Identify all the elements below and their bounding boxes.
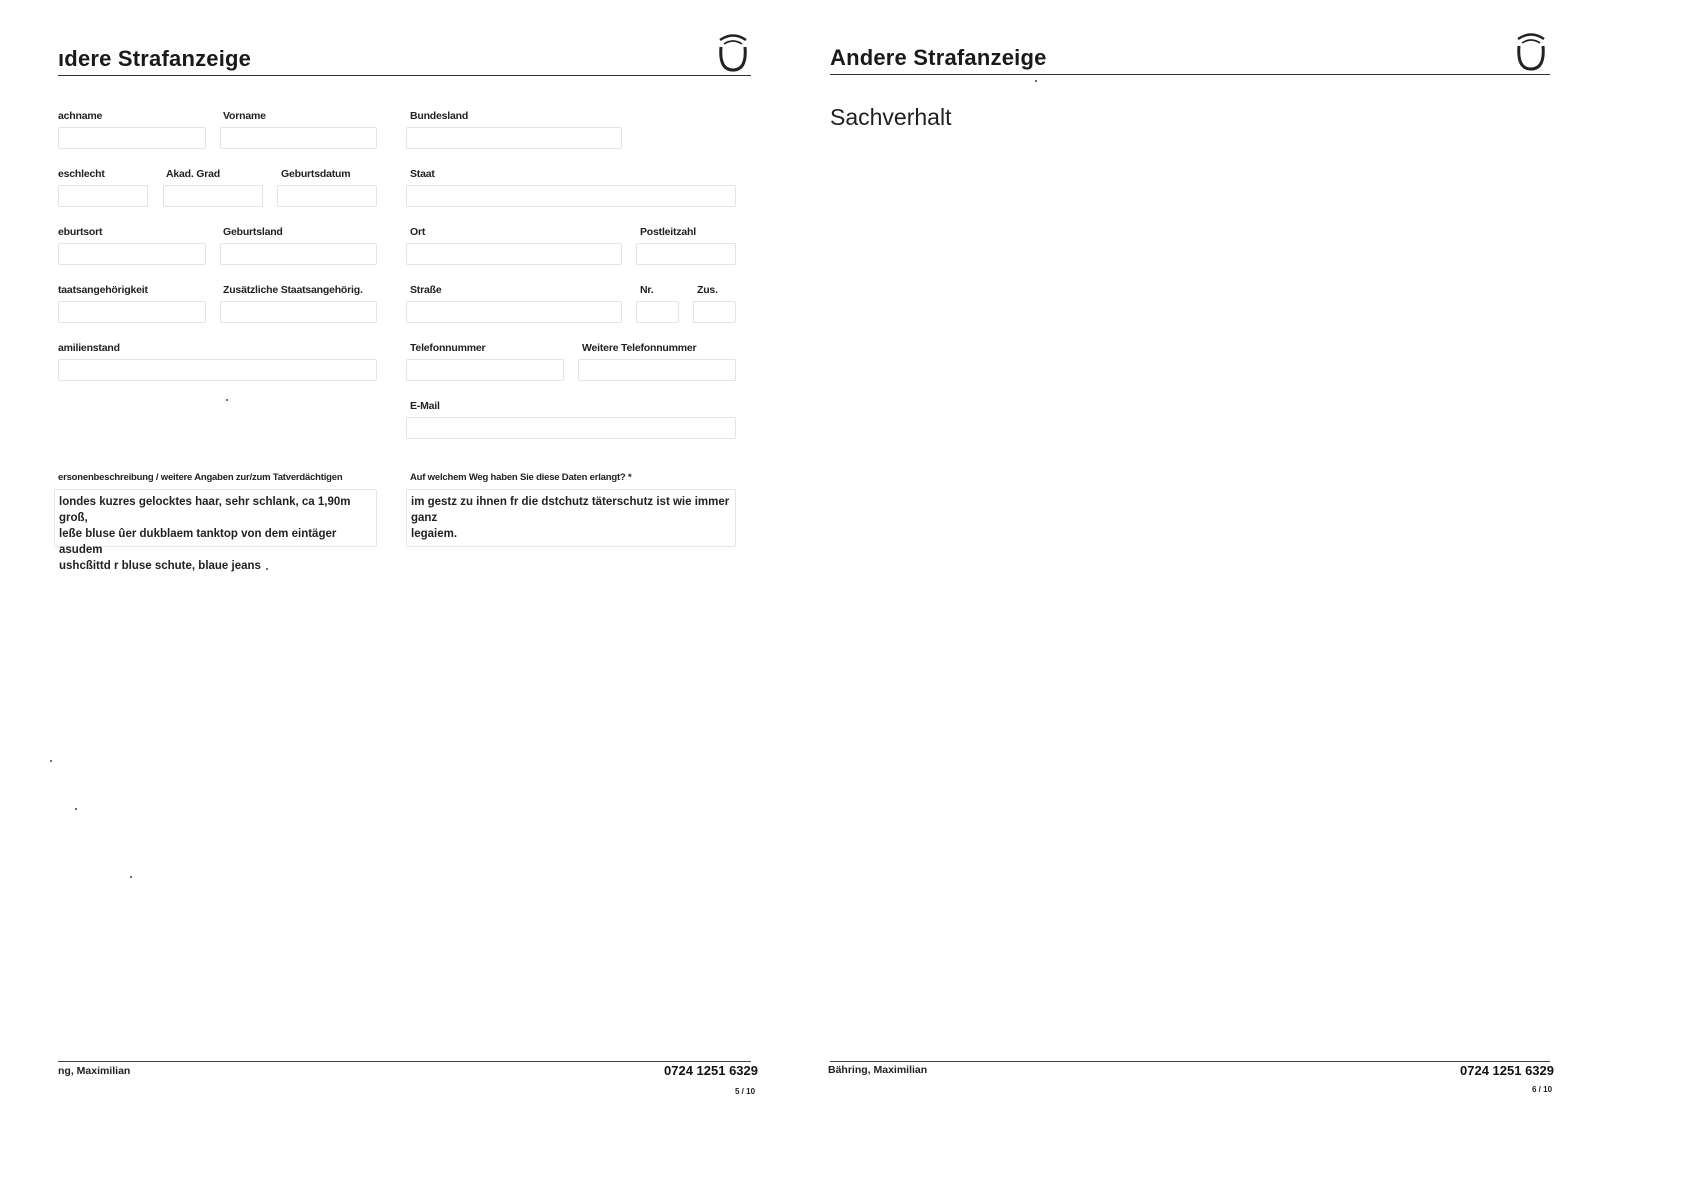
geburtsland-field[interactable] xyxy=(220,243,377,265)
telefonnummer-field[interactable] xyxy=(406,359,564,381)
nr-field[interactable] xyxy=(636,301,679,323)
familienstand-field[interactable] xyxy=(58,359,377,381)
scan-speck xyxy=(130,876,132,878)
ort-field[interactable] xyxy=(406,243,622,265)
header-rule xyxy=(830,74,1550,75)
geburtsort-field[interactable] xyxy=(58,243,206,265)
police-logo-icon xyxy=(1514,31,1548,71)
staat-field[interactable] xyxy=(406,185,736,207)
label-geburtsort: eburtsort xyxy=(58,226,103,238)
zus-field[interactable] xyxy=(693,301,736,323)
footer-rule xyxy=(58,1061,751,1062)
label-nr: Nr. xyxy=(640,284,654,296)
footer-name: ng, Maximilian xyxy=(58,1065,131,1077)
page-title: Andere Strafanzeige xyxy=(830,45,1047,70)
label-staatsangehoerigkeit: taatsangehörigkeit xyxy=(58,284,148,296)
scan-speck xyxy=(226,399,228,401)
footer-page-number: 6 / 10 xyxy=(1532,1085,1553,1094)
footer-number: 0724 1251 6329 xyxy=(1460,1063,1554,1078)
scan-speck xyxy=(50,760,52,762)
label-telefonnummer: Telefonnummer xyxy=(410,342,486,354)
label-email: E-Mail xyxy=(410,400,440,412)
akad-grad-field[interactable] xyxy=(163,185,263,207)
postleitzahl-field[interactable] xyxy=(636,243,736,265)
footer-name: Bähring, Maximilian xyxy=(828,1064,928,1076)
strasse-field[interactable] xyxy=(406,301,622,323)
label-bundesland: Bundesland xyxy=(410,110,469,122)
scan-speck xyxy=(266,568,268,570)
section-heading-sachverhalt: Sachverhalt xyxy=(830,104,952,130)
page-title: ıdere Strafanzeige xyxy=(58,46,252,71)
footer-number: 0724 1251 6329 xyxy=(664,1063,758,1078)
label-daten-erlangt: Auf welchem Weg haben Sie diese Daten erlangt? * xyxy=(410,472,632,483)
nachname-field[interactable] xyxy=(58,127,206,149)
label-vorname: Vorname xyxy=(223,110,266,122)
scan-speck xyxy=(75,808,77,810)
footer-rule xyxy=(830,1061,1550,1062)
geschlecht-field[interactable] xyxy=(58,185,148,207)
email-field[interactable] xyxy=(406,417,736,439)
label-personenbeschreibung: ersonenbeschreibung / weitere Angaben zur/zum Tatverdächtigen xyxy=(58,472,343,483)
label-zusaetzliche-staatsangehoerigkeit: Zusätzliche Staatsangehörig. xyxy=(223,284,363,296)
weitere-telefonnummer-field[interactable] xyxy=(578,359,736,381)
scan-speck xyxy=(1035,80,1037,82)
label-staat: Staat xyxy=(410,168,435,180)
label-geschlecht: eschlecht xyxy=(58,168,105,180)
footer-page-number: 5 / 10 xyxy=(735,1087,756,1096)
label-akad-grad: Akad. Grad xyxy=(166,168,221,180)
zusaetzliche-staatsangehoerigkeit-field[interactable] xyxy=(220,301,377,323)
staatsangehoerigkeit-field[interactable] xyxy=(58,301,206,323)
label-postleitzahl: Postleitzahl xyxy=(640,226,696,238)
geburtsdatum-field[interactable] xyxy=(277,185,377,207)
label-ort: Ort xyxy=(410,226,426,238)
personenbeschreibung-textarea[interactable]: londes kuzres gelocktes haar, sehr schlank, ca 1,90m groß, leße bluse ûer dukblaem tanktop von dem eintäger asudem ushcßittd r bluse schute, blaue jeans xyxy=(54,489,377,547)
label-nachname: achname xyxy=(58,110,103,122)
vorname-field[interactable] xyxy=(220,127,377,149)
bundesland-field[interactable] xyxy=(406,127,622,149)
police-logo-icon xyxy=(716,32,750,72)
label-familienstand: amilienstand xyxy=(58,342,120,354)
label-weitere-telefonnummer: Weitere Telefonnummer xyxy=(582,342,697,354)
header-rule xyxy=(58,75,751,76)
label-geburtsdatum: Geburtsdatum xyxy=(281,168,351,180)
label-zus: Zus. xyxy=(697,284,718,296)
label-strasse: Straße xyxy=(410,284,442,296)
document-page-6 xyxy=(828,0,1696,1199)
daten-erlangt-textarea[interactable]: im gestz zu ihnen fr die dstchutz täterschutz ist wie immer ganz legaiem. xyxy=(406,489,736,547)
label-geburtsland: Geburtsland xyxy=(223,226,283,238)
